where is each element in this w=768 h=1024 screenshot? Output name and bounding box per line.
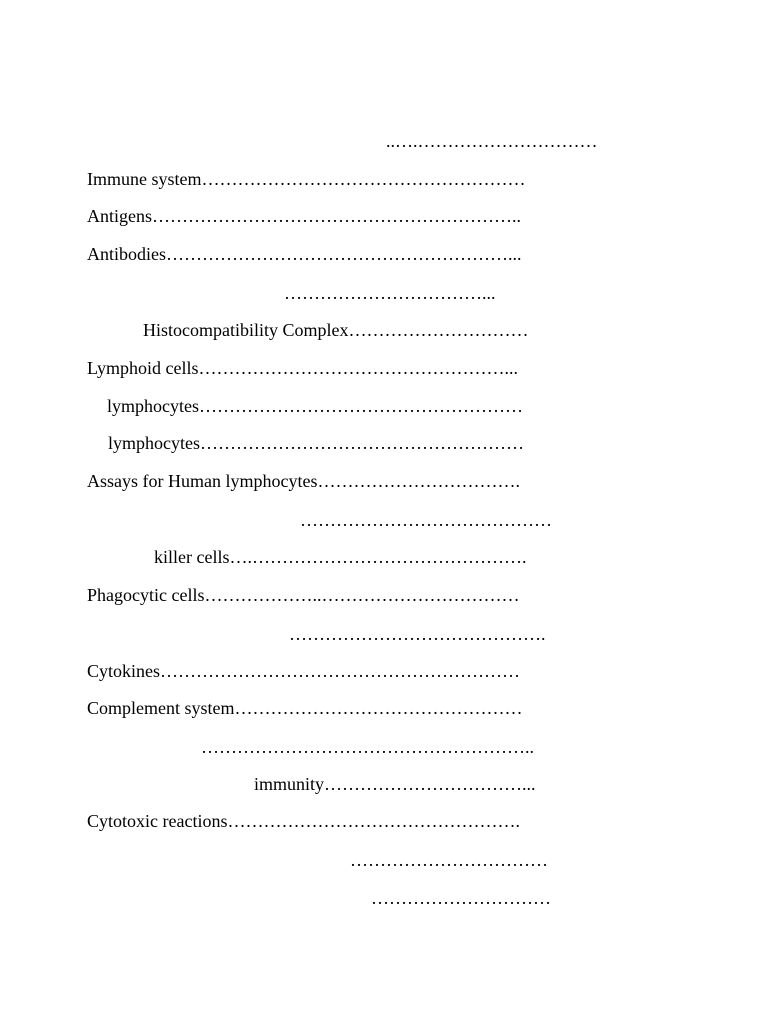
toc-entry-label: Antibodies <box>87 244 166 264</box>
toc-entry-dots: ..….………………………… <box>386 131 598 151</box>
toc-entry <box>254 773 536 795</box>
toc-entry-dots: …………………………………………………… <box>160 661 521 681</box>
toc-entry-dots: …………………………………………. <box>227 811 520 831</box>
toc-entry <box>87 243 522 265</box>
toc-entry-dots: ……………………………... <box>284 283 496 303</box>
toc-entry-label: killer cells <box>154 547 230 567</box>
toc-entry-dots: ……………………………………………... <box>198 358 518 378</box>
toc-entry-dots: ……………………………. <box>317 471 520 491</box>
toc-entry-label: Phagocytic cells <box>87 585 205 605</box>
toc-entry-dots: ….………………………………………. <box>229 547 527 567</box>
toc-entry <box>143 319 529 341</box>
toc-entry-dots: ………………………… <box>348 320 529 340</box>
toc-entry-dots: ………………..…………………………… <box>204 585 520 605</box>
toc-entry <box>87 697 523 719</box>
toc-entry-dots: ……………………………………………… <box>199 396 523 416</box>
toc-entry-label: Antigens <box>87 206 152 226</box>
toc-entry <box>371 887 551 909</box>
toc-entry <box>108 432 524 454</box>
toc-entry-label: Complement system <box>87 698 235 718</box>
toc-entry <box>107 395 523 417</box>
toc-entry <box>289 623 546 645</box>
toc-entry-label: Assays for Human lymphocytes <box>87 471 318 491</box>
toc-entry-label: Cytotoxic reactions <box>87 811 228 831</box>
toc-entry-dots: …………………………… <box>350 850 548 870</box>
toc-entry-dots: …………………………………………………….. <box>152 206 521 226</box>
toc-entry <box>87 205 521 227</box>
toc-entry-dots: ……………………………………………… <box>200 433 524 453</box>
toc-entry-dots: …………………………………… <box>300 510 552 530</box>
toc-entry-dots: ……………………………………. <box>289 624 546 644</box>
toc-entry <box>87 810 520 832</box>
toc-entry-dots: …………………………………………………... <box>166 244 522 264</box>
toc-entry-dots: ……………………………... <box>324 774 536 794</box>
toc-entry-dots: ……………………………………………….. <box>201 737 534 757</box>
toc-entry-label: Lymphoid cells <box>87 358 199 378</box>
toc-entry-label: immunity <box>254 774 325 794</box>
toc-entry-label: Immune system <box>87 169 202 189</box>
toc-entry <box>284 282 496 304</box>
toc-entry <box>201 736 534 758</box>
toc-entry <box>154 546 526 568</box>
toc-entry-label: Cytokines <box>87 661 161 681</box>
toc-entry-label: lymphocytes <box>108 433 200 453</box>
toc-entry <box>87 168 526 190</box>
toc-entry <box>300 509 552 531</box>
toc-entry-label: lymphocytes <box>107 396 199 416</box>
toc-entry <box>87 470 520 492</box>
toc-entry <box>87 660 520 682</box>
toc-entry <box>87 357 518 379</box>
toc-entry-dots: ………………………………………… <box>234 698 523 718</box>
toc-entry-dots: ………………………… <box>371 888 551 908</box>
toc-entry-dots: ……………………………………………… <box>201 169 526 189</box>
toc-entry-label: Histocompatibility Complex <box>143 320 349 340</box>
toc-entry <box>87 584 519 606</box>
toc-entry <box>350 849 548 871</box>
toc-entry <box>386 130 598 152</box>
